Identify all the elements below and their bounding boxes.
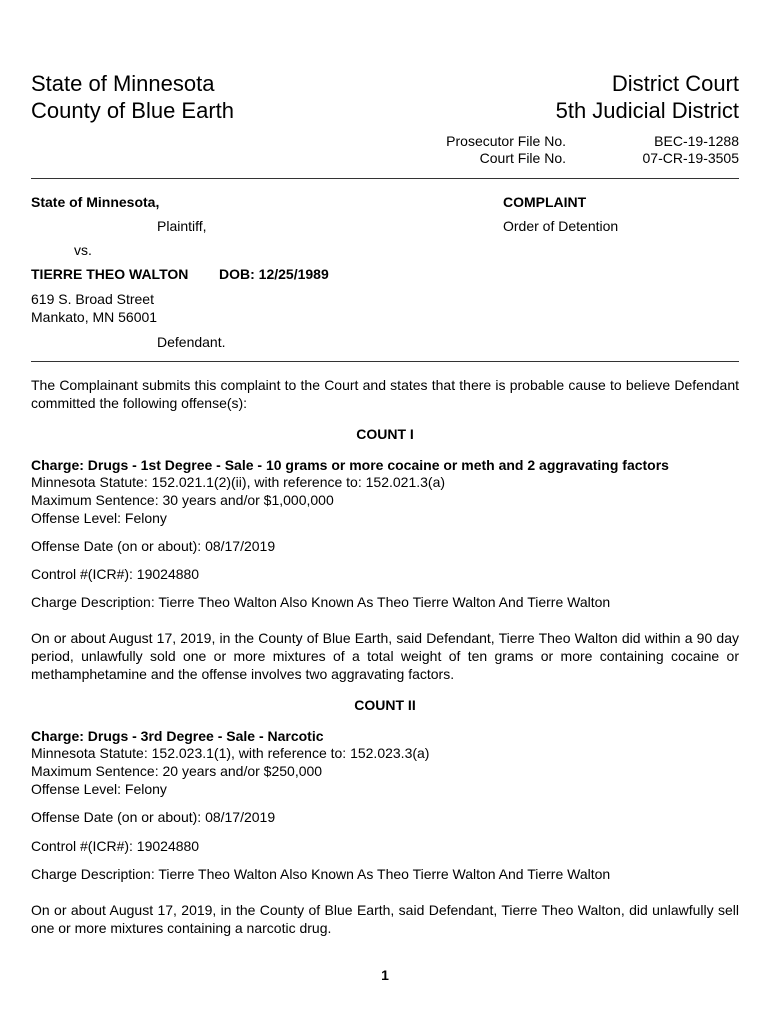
- count-2-title: COUNT II: [354, 697, 416, 713]
- defendant-name: TIERRE THEO WALTON: [31, 266, 189, 282]
- count-2-control-number: Control #(ICR#): 19024880: [31, 838, 200, 854]
- plaintiff-role: Plaintiff,: [157, 218, 207, 234]
- defendant-role: Defendant.: [157, 334, 226, 350]
- count-2-charge: Charge: Drugs - 3rd Degree - Sale - Narcotic: [31, 728, 324, 744]
- count-1-title: COUNT I: [356, 426, 414, 442]
- defendant-address-line1: 619 S. Broad Street: [31, 291, 154, 307]
- court-file-label: Court File No.: [479, 150, 566, 166]
- count-1-offense-date: Offense Date (on or about): 08/17/2019: [31, 538, 276, 554]
- document-subtype: Order of Detention: [503, 218, 619, 234]
- district-heading: 5th Judicial District: [555, 98, 739, 123]
- versus-label: vs.: [74, 242, 92, 258]
- caption-divider: [31, 361, 739, 362]
- count-2-max-sentence: Maximum Sentence: 20 years and/or $250,000: [31, 763, 323, 779]
- count-2-description: Charge Description: Tierre Theo Walton Also Known As Theo Tierre Walton And Tierre Walton: [31, 866, 611, 882]
- prosecutor-file-number: BEC-19-1288: [654, 133, 739, 149]
- court-heading: District Court: [611, 71, 739, 96]
- count-1-max-sentence: Maximum Sentence: 30 years and/or $1,000,000: [31, 492, 334, 508]
- intro-paragraph: The Complainant submits this complaint to the Court and states that there is probable cause to believe Defendant committed the following offense(s):: [31, 377, 739, 411]
- count-1-narrative: On or about August 17, 2019, in the County of Blue Earth, said Defendant, Tierre Theo Walton did within a 90 day period, unlawfully sold one or more mixtures of a total weight of ten grams or more containing cocaine or methamphetamine and the offense involves two aggravating factors.: [31, 630, 739, 682]
- prosecutor-file-label: Prosecutor File No.: [446, 133, 566, 149]
- state-heading: State of Minnesota: [31, 71, 215, 96]
- court-file-number: 07-CR-19-3505: [642, 150, 739, 166]
- header-divider: [31, 178, 739, 179]
- count-2-offense-date: Offense Date (on or about): 08/17/2019: [31, 809, 276, 825]
- count-2-statute: Minnesota Statute: 152.023.1(1), with reference to: 152.023.3(a): [31, 745, 430, 761]
- document-type: COMPLAINT: [503, 194, 587, 210]
- count-1-description: Charge Description: Tierre Theo Walton Also Known As Theo Tierre Walton And Tierre Walton: [31, 594, 611, 610]
- page-number: 1: [381, 967, 389, 983]
- plaintiff-name: State of Minnesota,: [31, 194, 160, 210]
- defendant-dob: DOB: 12/25/1989: [219, 266, 329, 282]
- count-1-statute: Minnesota Statute: 152.021.1(2)(ii), with reference to: 152.021.3(a): [31, 474, 446, 490]
- count-1-charge: Charge: Drugs - 1st Degree - Sale - 10 grams or more cocaine or meth and 2 aggravating factors: [31, 457, 669, 473]
- count-1-control-number: Control #(ICR#): 19024880: [31, 566, 200, 582]
- count-2-offense-level: Offense Level: Felony: [31, 781, 167, 797]
- count-2-narrative: On or about August 17, 2019, in the County of Blue Earth, said Defendant, Tierre Theo Walton, did unlawfully sell one or more mixtures containing a narcotic drug.: [31, 902, 739, 936]
- count-1-offense-level: Offense Level: Felony: [31, 510, 167, 526]
- county-heading: County of Blue Earth: [31, 98, 235, 123]
- defendant-address-line2: Mankato, MN 56001: [31, 309, 158, 325]
